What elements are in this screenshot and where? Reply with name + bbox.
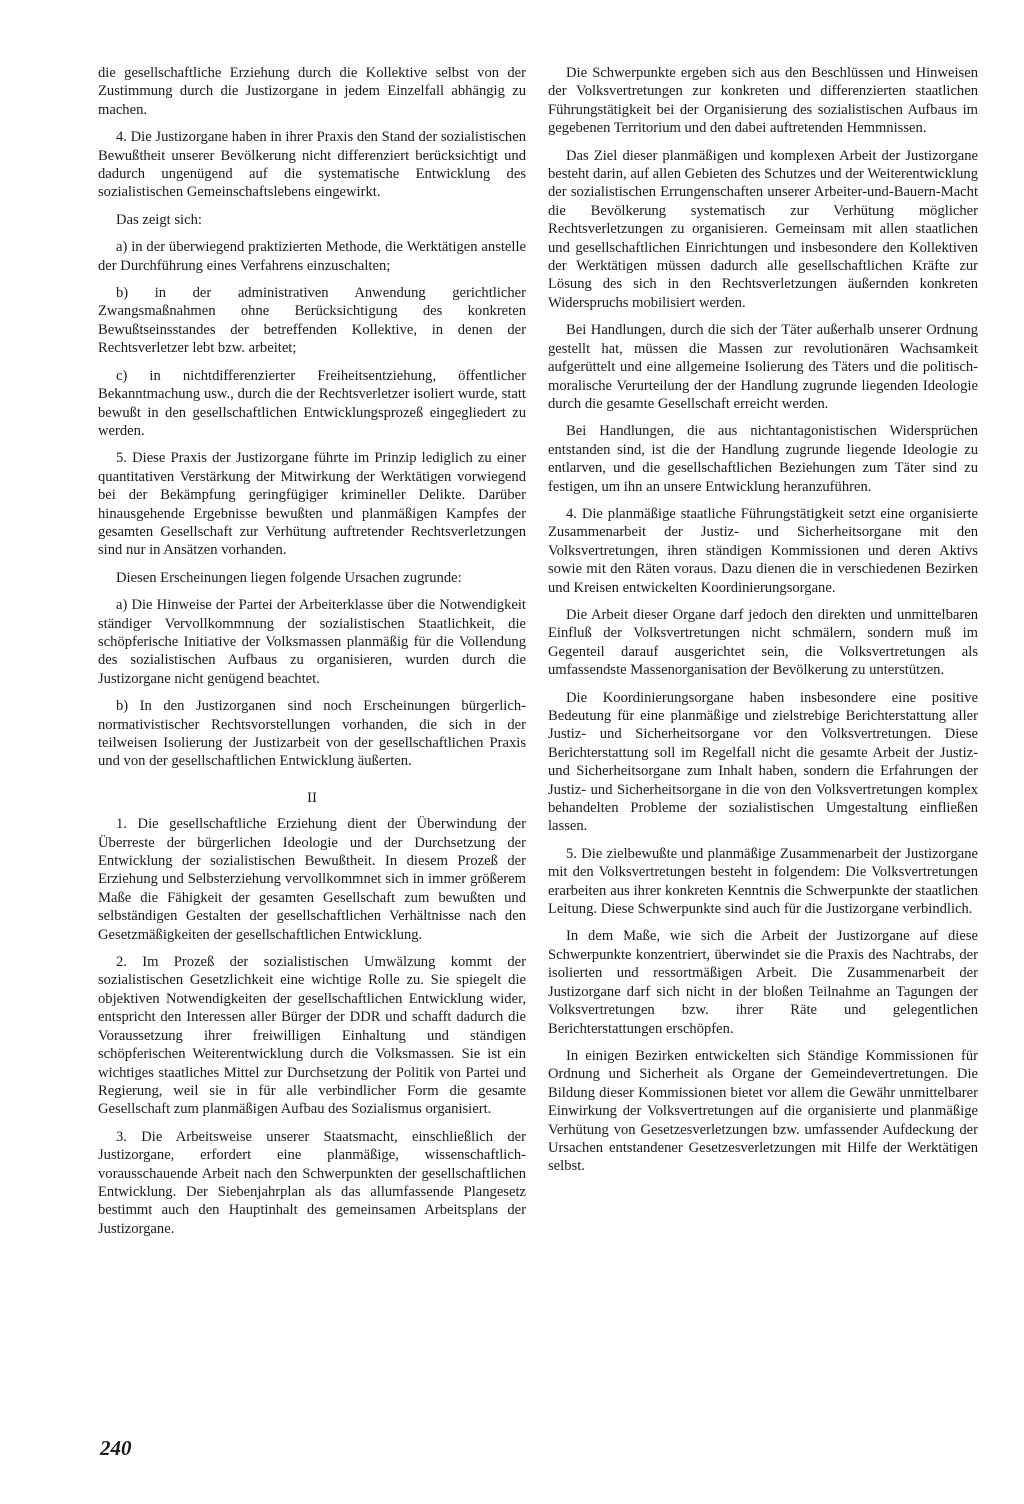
- paragraph: Das Ziel dieser planmäßigen und komplexen Arbeit der Justizorgane besteht darin, auf allen Gebieten des Schutzes und der Weiterentwicklung der sozialistischen Errungenschaften unserer Arbeiter-und-Bauern-Macht die Bevölkerung systematisch zur Verhütung möglicher Rechtsverletzungen zu organisieren. Gemeinsam mit allen staatlichen und gesellschaftlichen Einrichtungen und insbesondere den Kollektiven der Werktätigen müssen dadurch alle gesellschaftlichen Kräfte zur Lösung des sich in den Rechtsverletzungen äußernden konkreten Widerspruchs mobilisiert werden.: [548, 147, 978, 311]
- paragraph: 2. Im Prozeß der sozialistischen Umwälzung kommt der sozialistischen Gesetzlichkeit eine wichtige Rolle zu. Sie spiegelt die objektiven Notwendigkeiten der gesellschaftlichen Entwicklung wider, entspricht den Interessen aller Bürger der DDR und schafft dadurch die Voraussetzung ihrer freiwilligen Einhaltung und ständigen schöpferischen Weiterentwicklung durch die Volksmassen. Sie ist ein wichtiges staatliches Mittel zur Durchsetzung der Politik von Partei und Regierung, weil sie in für alle verbindlicher Form die gesamte Gesellschaft zum planmäßigen Aufbau des Sozialismus organisiert.: [98, 954, 526, 1118]
- paragraph: Bei Handlungen, die aus nichtantagonistischen Widersprüchen entstanden sind, ist die der Handlung zugrunde liegende Ideologie zu entlarven, und die gesellschaftlichen Beziehungen zum Täter sind zu festigen, um ihn an unsere Entwicklung heranzuführen.: [548, 423, 978, 495]
- paragraph: Die Schwerpunkte ergeben sich aus den Beschlüssen und Hinweisen der Volksvertretungen zur konkreten und differenzierten staatlichen Führungstätigkeit bei der Organisierung des sozialistischen Aufbaus im gegebenen Territorium und den dabei auftretenden Hemmnissen.: [548, 65, 978, 137]
- right-column: [548, 64, 978, 1185]
- section-heading: II: [307, 789, 317, 806]
- paragraph: b) In den Justizorganen sind noch Erscheinungen bürgerlich-normativistischer Rechtsvorstellungen vorhanden, die sich in der teilweisen Isolierung der Justizarbeit von der gesellschaftlichen Praxis und von der gesellschaftlichen Entwicklung äußerten.: [98, 698, 526, 770]
- paragraph: 4. Die planmäßige staatliche Führungstätigkeit setzt eine organisierte Zusammenarbeit der Justiz- und Sicherheitsorgane mit den Volksvertretungen, ihren ständigen Kommissionen und deren Aktivs sowie mit den Räten voraus. Dazu dienen die in verschiedenen Bezirken und Kreisen entwickelten Koordinierungsorgane.: [548, 505, 978, 596]
- left-column: [98, 64, 526, 1247]
- paragraph: Diesen Erscheinungen liegen folgende Ursachen zugrunde:: [116, 569, 462, 586]
- page-number: 240: [100, 1436, 132, 1460]
- paragraph: 5. Die zielbewußte und planmäßige Zusammenarbeit der Justizorgane mit den Volksvertretungen besteht in folgendem: Die Volksvertretungen erarbeiten aus ihrer konkreten Kenntnis die Schwerpunkte der staatlichen Leitung. Diese Schwerpunkte sind auch für die Justizorgane verbindlich.: [548, 845, 978, 918]
- paragraph: 5. Diese Praxis der Justizorgane führte im Prinzip lediglich zu einer quantitativen Verstärkung der Mitwirkung der Werktätigen vorwiegend bei der Bekämpfung geringfügiger krimineller Delikte. Darüber hinausgehende Ergebnisse bewußten und planmäßigen Kampfes der gesamten Gesellschaft zur Verhütung auftretender Rechtsverletzungen sind nur in Ansätzen vorhanden.: [98, 450, 526, 559]
- paragraph: 4. Die Justizorgane haben in ihrer Praxis den Stand der sozialistischen Bewußtheit unserer Bevölkerung nicht differenziert berücksichtigt und dadurch ungenügend auf die systematische Entwicklung des sozialistischen Gemeinschaftslebens eingewirkt.: [98, 129, 526, 201]
- paragraph: die gesellschaftliche Erziehung durch die Kollektive selbst von der Zustimmung durch die Justizorgane in jedem Einzelfall abhängig zu machen.: [98, 65, 526, 118]
- paragraph: Die Arbeit dieser Organe darf jedoch den direkten und unmittelbaren Einfluß der Volksvertretungen nicht schmälern, sondern muß im Gegenteil darauf ausgerichtet sein, die Volksvertretungen als umfassendste Massenorganisation der Bevölkerung zu unterstützen.: [548, 606, 978, 679]
- paragraph: Bei Handlungen, durch die sich der Täter außerhalb unserer Ordnung gestellt hat, müssen die Massen zur revolutionären Wachsamkeit aufgerüttelt und eine allgemeine Isolierung des Täters und die politisch-moralische Verurteilung der der Handlung zugrunde liegenden Ideologie durch die gesamte Gesellschaft erreicht werden.: [548, 322, 978, 412]
- paragraph: Das zeigt sich:: [116, 211, 202, 228]
- paragraph: In einigen Bezirken entwickelten sich Ständige Kommissionen für Ordnung und Sicherheit als Organe der Gemeindevertretungen. Die Bildung dieser Kommissionen bietet vor allem die Gewähr unmittelbarer Einwirkung der Volksvertretungen auf die organisierte und planmäßige Verhütung von Gesetzesverletzungen bzw. umfassender Aufdeckung der Ursachen entstandener Gesetzesverletzungen mit Hilfe der Werktätigen selbst.: [548, 1047, 978, 1175]
- paragraph: a) in der überwiegend praktizierten Methode, die Werktätigen anstelle der Durchführung eines Verfahrens einzuschalten;: [98, 239, 526, 274]
- paragraph: 1. Die gesellschaftliche Erziehung dient der Überwindung der Überreste der bürgerlichen Ideologie und der Durchsetzung der Entwicklung der sozialistischen Bewußtheit. In diesem Prozeß der Erziehung und Selbsterziehung vervollkommnet sich in immer größerem Maße die Fähigkeit der gesamten Gesellschaft zum bewußten und selbständigen Gestalten der gesellschaftlichen Verhältnisse nach den Gesetzmäßigkeiten der gesellschaftlichen Entwicklung.: [98, 816, 526, 943]
- paragraph: a) Die Hinweise der Partei der Arbeiterklasse über die Notwendigkeit ständiger Vervollkommnung der sozialistischen Staatlichkeit, die schöpferische Initiative der Volksmassen planmäßig für die Vollendung des sozialistischen Aufbaus zu organisieren, wurden durch die Justizorgane nicht genügend beachtet.: [98, 597, 526, 687]
- paragraph: In dem Maße, wie sich die Arbeit der Justizorgane auf diese Schwerpunkte konzentriert, überwindet sie die Praxis des Nachtrabs, der isolierten und ressortmäßigen Arbeit. Die Zusammenarbeit der Justizorgane darf sich nicht in der bloßen Teilnahme an Tagungen der Volksvertretungen bzw. ihrer Räte und gelegentlichen Berichterstattungen erschöpfen.: [548, 928, 978, 1037]
- paragraph: Die Koordinierungsorgane haben insbesondere eine positive Bedeutung für eine planmäßige und zielstrebige Berichterstattung aller Justiz- und Sicherheitsorgane vor den Volksvertretungen. Diese Berichterstattung soll im Regelfall nicht die gesamte Arbeit der Justiz- und Sicherheitsorgane zum Inhalt haben, sondern die Erfahrungen der Justiz- und Sicherheitsorgane in die von den Volksvertretungen komplex behandelten Probleme der sozialistischen Umgestaltung einfließen lassen.: [548, 689, 978, 835]
- paragraph: c) in nichtdifferenzierter Freiheitsentziehung, öffentlicher Bekanntmachung usw., durch die der Rechtsverletzer isoliert wurde, statt bewußt in den gesellschaftlichen Entwicklungsprozeß eingegliedert zu werden.: [98, 367, 526, 439]
- paragraph: b) in der administrativen Anwendung gerichtlicher Zwangsmaßnahmen ohne Berücksichtigung des konkreten Bewußtseinsstandes der betreffenden Kollektive, in denen der Rechtsverletzer lebt bzw. arbeitet;: [98, 285, 526, 357]
- paragraph: 3. Die Arbeitsweise unserer Staatsmacht, einschließlich der Justizorgane, erfordert eine planmäßige, wissenschaftlich-vorausschauende Arbeit nach den Schwerpunkten der gesellschaftlichen Entwicklung. Der Siebenjahrplan als das allumfassende Plangesetz bestimmt auch den Hauptinhalt des gemeinsamen Arbeitsplans der Justizorgane.: [98, 1128, 526, 1237]
